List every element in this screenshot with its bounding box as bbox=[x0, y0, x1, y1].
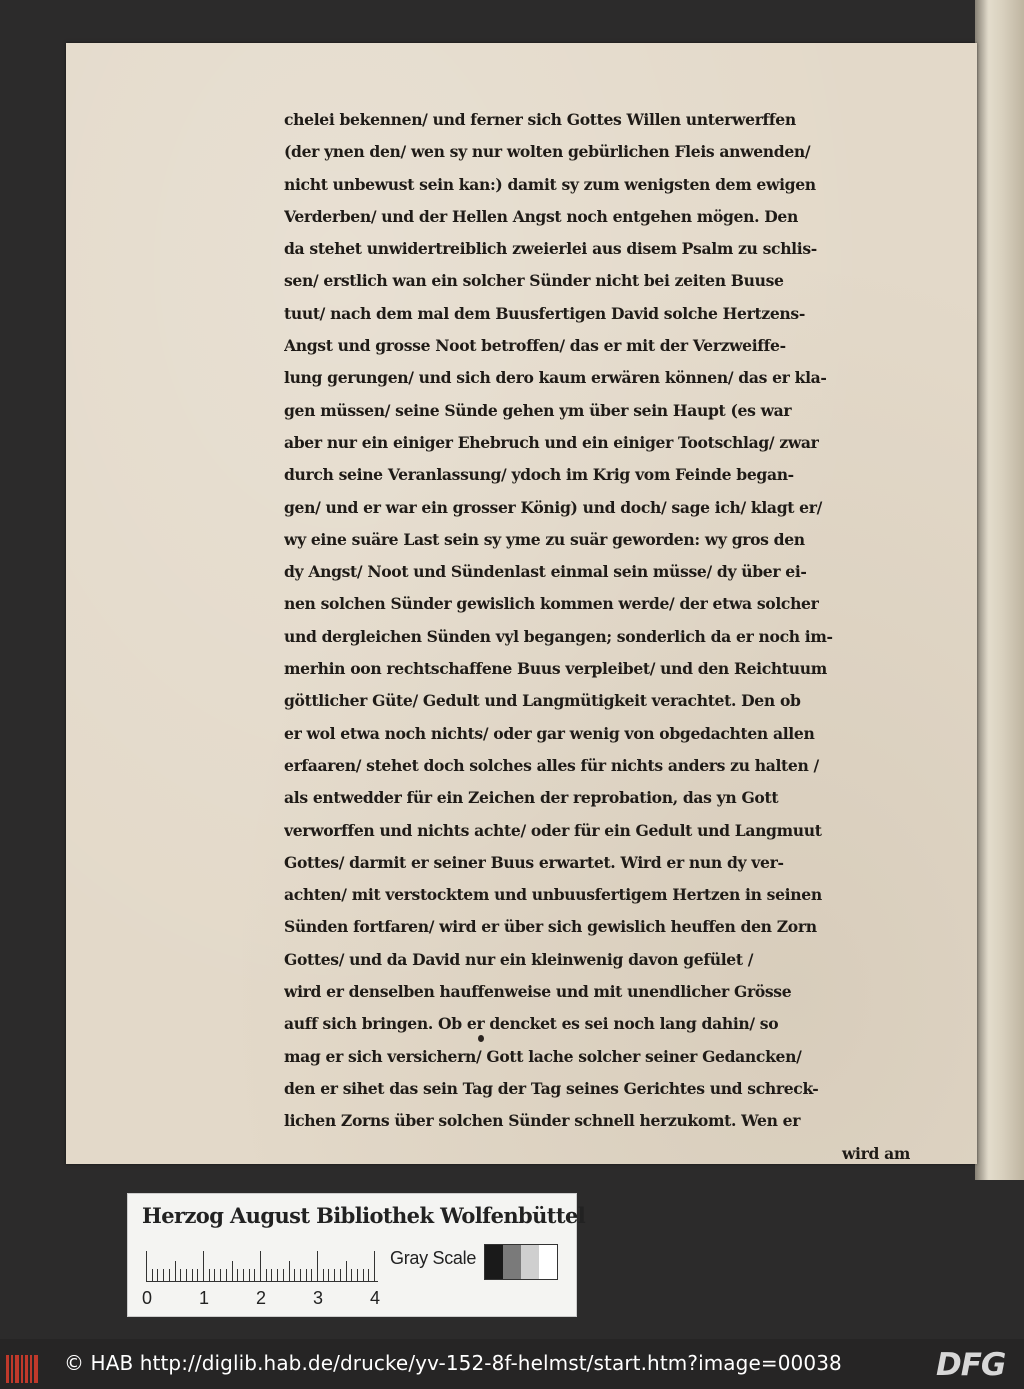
dfg-logo: DFG bbox=[936, 1347, 1006, 1383]
text-line: achten/ mit verstocktem und unbuusfertigem Hertzen in seinen bbox=[284, 885, 822, 905]
text-line: tuut/ nach dem mal dem Buusfertigen David solche Hertzens- bbox=[284, 303, 805, 323]
copyright-source-link[interactable]: © HAB http://diglib.hab.de/drucke/yv-152-8f-helmst/start.htm?image=00038 bbox=[64, 1351, 842, 1375]
text-line: verworffen und nichts achte/ oder für ein Gedult und Langmuut bbox=[284, 820, 822, 840]
body-text-block bbox=[284, 104, 910, 1170]
ruler-tick bbox=[175, 1261, 176, 1281]
scale-number-2: 2 bbox=[255, 1288, 266, 1308]
ruler-tick bbox=[169, 1269, 170, 1281]
ruler-tick bbox=[277, 1269, 278, 1281]
gray-scale-label: Gray Scale bbox=[390, 1248, 477, 1268]
text-line: gen/ und er war ein grosser König) und doch/ sage ich/ klagt er/ bbox=[284, 497, 822, 517]
gray-swatch bbox=[539, 1245, 557, 1279]
barcode-bar bbox=[6, 1355, 9, 1383]
ruler-tick bbox=[328, 1269, 329, 1281]
text-line: wird er denselben hauffenweise und mit unendlicher Grösse bbox=[284, 982, 792, 1002]
gray-scale-swatches bbox=[484, 1244, 558, 1280]
ruler-tick bbox=[192, 1269, 193, 1281]
text-line: aber nur ein einiger Ehebruch und ein einiger Tootschlag/ zwar bbox=[284, 432, 819, 452]
ruler-tick bbox=[157, 1269, 158, 1281]
ruler-tick bbox=[180, 1269, 181, 1281]
text-line: Sünden fortfaren/ wird er über sich gewislich heuffen den Zorn bbox=[284, 917, 817, 937]
barcode-bar bbox=[30, 1355, 32, 1383]
gray-swatch bbox=[503, 1245, 521, 1279]
ruler-tick bbox=[226, 1269, 227, 1281]
ruler-tick bbox=[363, 1269, 364, 1281]
ruler-tick bbox=[317, 1251, 318, 1281]
text-line: gen müssen/ seine Sünde gehen ym über sein Haupt (es war bbox=[284, 400, 792, 420]
ruler-tick bbox=[220, 1269, 221, 1281]
gray-swatch bbox=[521, 1245, 539, 1279]
ruler-tick bbox=[254, 1269, 255, 1281]
library-label-card bbox=[127, 1193, 586, 1317]
text-line: Verderben/ und der Hellen Angst noch entgehen mögen. Den bbox=[284, 206, 798, 226]
text-line: Gottes/ darmit er seiner Buus erwartet. Wird er nun dy ver- bbox=[284, 852, 784, 872]
measurement-ruler bbox=[146, 1249, 378, 1282]
text-line: (der ynen den/ wen sy nur wolten gebürlichen Fleis anwenden/ bbox=[284, 142, 811, 162]
ruler-tick bbox=[357, 1269, 358, 1281]
text-line: als entwedder für ein Zeichen der reprobation, das yn Gott bbox=[284, 788, 779, 808]
text-line: dy Angst/ Noot und Sündenlast einmal sein müsse/ dy über ei- bbox=[284, 562, 807, 582]
ruler-tick bbox=[266, 1269, 267, 1281]
barcode-icon bbox=[6, 1355, 46, 1383]
text-line: sen/ erstlich wan ein solcher Sünder nicht bei zeiten Buuse bbox=[284, 271, 784, 291]
text-line: Angst und grosse Noot betroffen/ das er mit der Verzweiffe- bbox=[284, 336, 786, 356]
ruler-tick bbox=[374, 1251, 375, 1281]
adjacent-pages-edge bbox=[975, 0, 1024, 1180]
ruler-tick bbox=[186, 1269, 187, 1281]
ruler-tick bbox=[243, 1269, 244, 1281]
text-line: durch seine Veranlassung/ ydoch im Krig vom Feinde began- bbox=[284, 465, 794, 485]
text-line: den er sihet das sein Tag der Tag seines Gerichtes und schreck- bbox=[284, 1078, 819, 1098]
ruler-tick bbox=[163, 1269, 164, 1281]
scale-number-0: 0 bbox=[141, 1288, 152, 1308]
text-line: nen solchen Sünder gewislich kommen werde/ der etwa solcher bbox=[284, 594, 819, 614]
ruler-tick bbox=[306, 1269, 307, 1281]
text-line: erfaaren/ stehet doch solches alles für nichts anders zu halten / bbox=[284, 755, 819, 775]
ruler-tick bbox=[197, 1269, 198, 1281]
ruler-tick bbox=[351, 1269, 352, 1281]
text-line: mag er sich versichern/ Gott lache solcher seiner Gedancken/ bbox=[284, 1046, 802, 1066]
ruler-tick bbox=[209, 1269, 210, 1281]
ruler-tick bbox=[334, 1269, 335, 1281]
text-line: lung gerungen/ und sich dero kaum erwären können/ das er kla- bbox=[284, 368, 827, 388]
ruler-tick bbox=[146, 1251, 147, 1281]
text-line: chelei bekennen/ und ferner sich Gottes Willen unterwerffen bbox=[284, 110, 796, 129]
ruler-tick bbox=[368, 1269, 369, 1281]
ruler-tick bbox=[311, 1269, 312, 1281]
barcode-bar bbox=[11, 1355, 13, 1383]
ruler-tick bbox=[300, 1269, 301, 1281]
text-line: merhin oon rechtschaffene Buus verpleibet/ und den Reichtuum bbox=[284, 659, 827, 679]
ruler-tick bbox=[232, 1261, 233, 1281]
ruler-tick bbox=[283, 1269, 284, 1281]
scale-number-1: 1 bbox=[198, 1288, 209, 1308]
text-line: wy eine suäre Last sein sy yme zu suär geworden: wy gros den bbox=[284, 529, 805, 549]
barcode-bar bbox=[25, 1355, 28, 1383]
text-line: da stehet unwidertreiblich zweierlei aus disem Psalm zu schlis- bbox=[284, 239, 817, 259]
catchword: wird am bbox=[841, 1143, 910, 1163]
text-line: nicht unbewust sein kan:) damit sy zum wenigsten dem ewigen bbox=[284, 174, 816, 194]
text-line: lichen Zorns über solchen Sünder schnell herzukomt. Wen er bbox=[284, 1111, 801, 1131]
ruler-tick bbox=[271, 1269, 272, 1281]
library-name: Herzog August Bibliothek Wolfenbüttel bbox=[142, 1203, 586, 1228]
ruler-tick bbox=[340, 1269, 341, 1281]
barcode-bar bbox=[15, 1355, 19, 1383]
ruler-tick bbox=[249, 1269, 250, 1281]
ruler-tick bbox=[260, 1251, 261, 1281]
text-line: göttlicher Güte/ Gedult und Langmütigkeit verachtet. Den ob bbox=[284, 691, 801, 711]
text-line: und dergleichen Sünden vyl begangen; sonderlich da er noch im- bbox=[284, 626, 833, 646]
barcode-bar bbox=[21, 1355, 23, 1383]
ruler-tick bbox=[237, 1269, 238, 1281]
text-line: auff sich bringen. Ob er dencket es sei noch lang dahin/ so bbox=[284, 1014, 779, 1034]
ink-speck bbox=[478, 1035, 484, 1042]
footer-bar bbox=[0, 1339, 1024, 1389]
text-line: er wol etwa noch nichts/ oder gar wenig von obgedachten allen bbox=[284, 723, 815, 743]
scale-number-3: 3 bbox=[312, 1288, 323, 1308]
ruler-tick bbox=[214, 1269, 215, 1281]
barcode-bar bbox=[34, 1355, 38, 1383]
text-line: Gottes/ und da David nur ein kleinwenig davon gefület / bbox=[284, 949, 754, 969]
gray-swatch bbox=[485, 1245, 503, 1279]
scale-number-4: 4 bbox=[369, 1288, 380, 1308]
ruler-tick bbox=[346, 1261, 347, 1281]
ruler-tick bbox=[152, 1269, 153, 1281]
ruler-tick bbox=[323, 1269, 324, 1281]
ruler-tick bbox=[294, 1269, 295, 1281]
ruler-tick bbox=[289, 1261, 290, 1281]
ruler-tick bbox=[203, 1251, 204, 1281]
